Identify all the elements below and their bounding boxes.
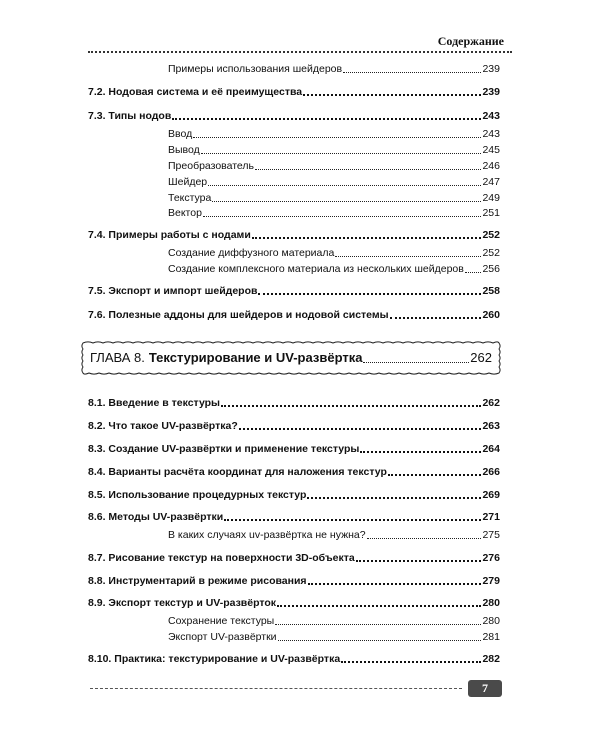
toc-entry-page: 239 xyxy=(482,86,500,98)
toc-entry-title: 8.8. Инструментарий в режиме рисования xyxy=(88,575,307,587)
toc-entry-title: Создание комплексного материала из нескольких шейдеров xyxy=(168,263,464,275)
dot-leader xyxy=(360,450,481,453)
dot-leader xyxy=(367,537,482,539)
toc-entry-page: 276 xyxy=(482,552,500,564)
dot-leader xyxy=(388,473,482,476)
toc-entry-page: 281 xyxy=(482,631,500,643)
dot-leader xyxy=(307,496,481,499)
toc-subentry[interactable] xyxy=(168,615,500,628)
toc-entry-title: 7.2. Нодовая система и её преимущества xyxy=(88,86,303,98)
toc-entry-title: 8.3. Создание UV-развёртки и применение текстуры xyxy=(88,443,360,455)
dot-leader xyxy=(224,518,481,521)
toc-entry-page: 269 xyxy=(482,489,500,501)
toc-subentry[interactable] xyxy=(168,263,500,276)
toc-subentry[interactable] xyxy=(168,63,500,76)
toc-entry-title: Создание диффузного материала xyxy=(168,247,335,259)
toc-entry-page: 243 xyxy=(482,110,500,122)
toc-section[interactable] xyxy=(88,489,500,502)
chapter-label: ГЛАВА 8. xyxy=(90,350,145,365)
chapter-heading[interactable] xyxy=(80,340,502,376)
toc-entry-page: 282 xyxy=(482,653,500,665)
toc-section[interactable] xyxy=(88,110,500,123)
dot-leader xyxy=(172,117,481,120)
toc-section[interactable] xyxy=(88,397,500,410)
toc-section[interactable] xyxy=(88,597,500,610)
toc-entry-title: Сохранение текстуры xyxy=(168,615,275,627)
toc-section[interactable] xyxy=(88,466,500,479)
toc-entry-page: 258 xyxy=(482,285,500,297)
header-divider xyxy=(88,51,512,53)
toc-section[interactable] xyxy=(88,575,500,588)
dot-leader xyxy=(278,639,482,641)
toc-subentry[interactable] xyxy=(168,176,500,189)
dot-leader xyxy=(201,152,482,154)
toc-entry-page: 239 xyxy=(482,63,500,75)
chapter-row xyxy=(90,350,492,366)
toc-section[interactable] xyxy=(88,285,500,298)
page-number: 7 xyxy=(468,680,502,697)
toc-entry-page: 280 xyxy=(482,615,500,627)
dot-leader xyxy=(303,93,481,96)
toc-entry-title: Шейдер xyxy=(168,176,208,188)
dot-leader xyxy=(258,292,481,295)
toc-entry-page: 252 xyxy=(482,247,500,259)
toc-entry-title: 7.4. Примеры работы с нодами xyxy=(88,229,251,241)
toc-section[interactable] xyxy=(88,309,500,322)
chapter-page: 262 xyxy=(470,350,492,365)
toc-entry-title: 8.2. Что такое UV-развёртка? xyxy=(88,420,238,432)
chapter-name: Текстурирование и UV-развёртка xyxy=(148,350,363,365)
toc-section[interactable] xyxy=(88,511,500,524)
dot-leader xyxy=(465,271,482,273)
dot-leader xyxy=(308,582,482,585)
toc-subentry[interactable] xyxy=(168,631,500,644)
toc-entry-title: 8.5. Использование процедурных текстур xyxy=(88,489,307,501)
dot-leader xyxy=(203,215,482,217)
toc-entry-title: Вектор xyxy=(168,207,202,219)
toc-entry-page: 271 xyxy=(482,511,500,523)
toc-entry-title: 8.7. Рисование текстур на поверхности 3D-объекта xyxy=(88,552,355,564)
toc-entry-page: 264 xyxy=(482,443,500,455)
dot-leader xyxy=(221,404,481,407)
toc-entry-title: В каких случаях uv-развёртка не нужна? xyxy=(168,529,366,541)
dot-leader xyxy=(193,136,481,138)
dot-leader xyxy=(275,623,481,625)
dot-leader xyxy=(239,427,482,430)
toc-entry-page: 249 xyxy=(482,192,500,204)
toc-entry-title: Текстура xyxy=(168,192,212,204)
toc-entry-page: 247 xyxy=(482,176,500,188)
toc-section[interactable] xyxy=(88,86,500,99)
toc-entry-page: 280 xyxy=(482,597,500,609)
toc-subentry[interactable] xyxy=(168,207,500,220)
toc-entry-title: Экспорт UV-развёртки xyxy=(168,631,277,643)
toc-entry-title: 8.9. Экспорт текстур и UV-развёрток xyxy=(88,597,277,609)
toc-entry-title: 7.5. Экспорт и импорт шейдеров xyxy=(88,285,258,297)
toc-entry-page: 262 xyxy=(482,397,500,409)
dot-leader xyxy=(343,71,481,73)
toc-subentry[interactable] xyxy=(168,247,500,260)
toc-entry-title: 8.6. Методы UV-развёртки xyxy=(88,511,224,523)
toc-entry-title: 8.1. Введение в текстуры xyxy=(88,397,221,409)
toc-entry-page: 256 xyxy=(482,263,500,275)
toc-entry-page: 263 xyxy=(482,420,500,432)
dot-leader xyxy=(356,559,482,562)
dot-leader xyxy=(252,236,482,239)
toc-entry-page: 251 xyxy=(482,207,500,219)
toc-entry-title: Ввод xyxy=(168,128,193,140)
toc-subentry[interactable] xyxy=(168,529,500,542)
toc-subentry[interactable] xyxy=(168,192,500,205)
toc-entry-page: 266 xyxy=(482,466,500,478)
toc-entry-page: 243 xyxy=(482,128,500,140)
dot-leader xyxy=(212,200,481,202)
toc-entry-page: 245 xyxy=(482,144,500,156)
toc-subentry[interactable] xyxy=(168,128,500,141)
dot-leader xyxy=(390,316,482,319)
dot-leader xyxy=(208,184,481,186)
toc-entry-page: 260 xyxy=(482,309,500,321)
dot-leader xyxy=(335,255,481,257)
toc-subentry[interactable] xyxy=(168,144,500,157)
dot-leader xyxy=(277,604,481,607)
toc-section[interactable] xyxy=(88,653,500,666)
footer-divider xyxy=(90,688,462,689)
toc-entry-page: 246 xyxy=(482,160,500,172)
toc-section[interactable] xyxy=(88,443,500,456)
toc-entry-title: 7.3. Типы нодов xyxy=(88,110,172,122)
toc-entry-title: Примеры использования шейдеров xyxy=(168,63,343,75)
toc-entry-title: 8.4. Варианты расчёта координат для наложения текстур xyxy=(88,466,387,478)
toc-entry-title: 7.6. Полезные аддоны для шейдеров и нодовой системы xyxy=(88,309,389,321)
dot-leader xyxy=(363,362,469,363)
toc-entry-title: Вывод xyxy=(168,144,200,156)
toc-section[interactable] xyxy=(88,552,500,565)
toc-entry-page: 279 xyxy=(482,575,500,587)
toc-entry-page: 275 xyxy=(482,529,500,541)
toc-entry-page: 252 xyxy=(482,229,500,241)
dot-leader xyxy=(341,660,481,663)
toc-subentry[interactable] xyxy=(168,160,500,173)
toc-entry-title: 8.10. Практика: текстурирование и UV-развёртка xyxy=(88,653,341,665)
toc-entry-title: Преобразователь xyxy=(168,160,255,172)
header-title: Содержание xyxy=(437,34,504,48)
toc-section[interactable] xyxy=(88,420,500,433)
dot-leader xyxy=(255,168,481,170)
toc-section[interactable] xyxy=(88,229,500,242)
